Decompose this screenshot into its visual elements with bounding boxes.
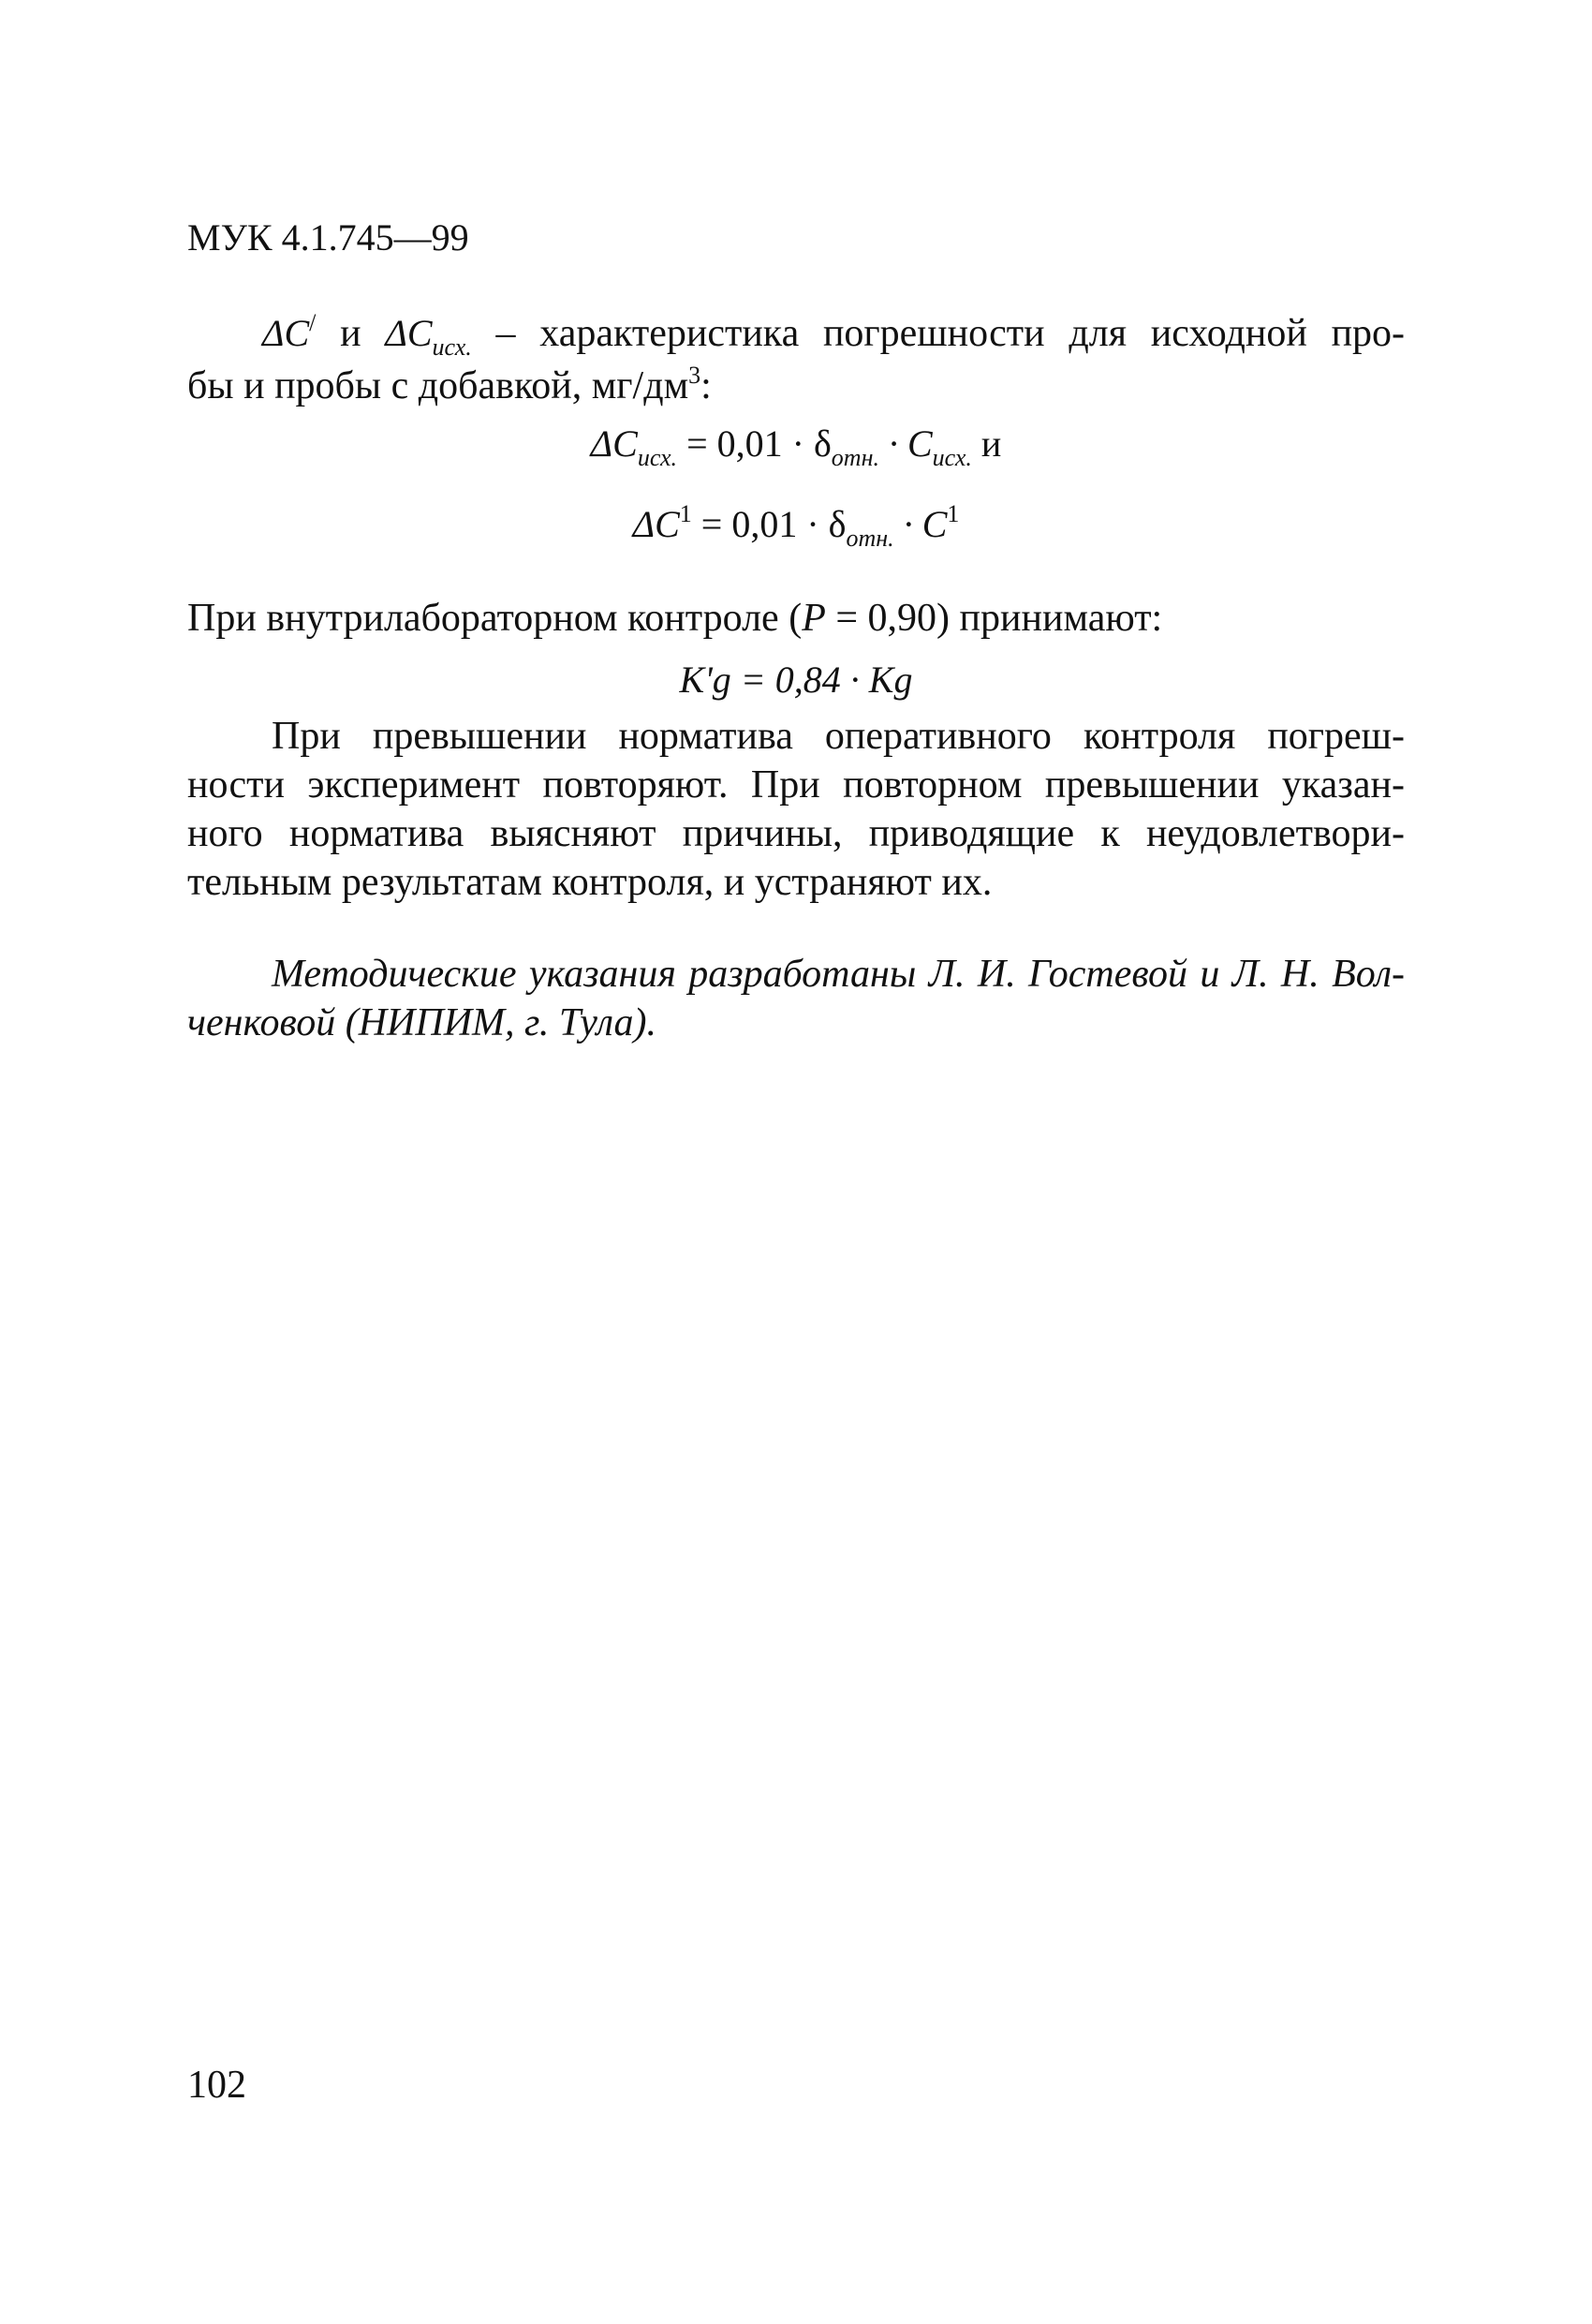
f1-lhs-sub: исх. (637, 444, 678, 471)
control-text-before: При внутрилабораторном контроле ( (187, 597, 803, 640)
symbol-prime: / (309, 309, 317, 336)
formula-delta-c-init (187, 420, 1405, 471)
f2-eq: = 0,01 · δ (691, 503, 847, 545)
units-superscript: 3 (688, 362, 701, 389)
f1-c-sub: исх. (932, 444, 972, 471)
control-p-symbol: P (802, 597, 826, 640)
f1-tail: и (971, 422, 1002, 465)
control-text-after: = 0,90) принимают: (825, 597, 1163, 640)
formula-delta-c1 (187, 500, 1405, 552)
conjunction: и (340, 312, 361, 355)
f2-c: · C (893, 503, 948, 545)
f2-delta-sub: отн. (846, 525, 894, 552)
page-number: 102 (187, 2064, 246, 2107)
control-line (187, 594, 1405, 643)
paragraph-line-3: ного норматива выясняют причины, приводящие к неудовлетвори- (187, 812, 1405, 855)
f1-lhs: ΔC (590, 422, 638, 465)
paragraph-line-2: ности эксперимент повторяют. При повторном превышении указан- (187, 763, 1405, 807)
symbol-delta-c-init: ΔC (385, 312, 433, 354)
f2-lhs-sup: 1 (679, 500, 692, 527)
definition-text: – характеристика погрешности для исходной про- (495, 312, 1406, 355)
f2-c-sup: 1 (947, 500, 960, 527)
symbol-init-sub: исх. (432, 333, 472, 361)
paragraph-line-1: При превышении норматива оперативного контроля погреш- (272, 715, 1405, 758)
paragraph-line-4: тельным результатам контроля, и устраняют их. (187, 861, 993, 904)
definition-line-2 (187, 362, 1405, 410)
symbol-delta-c-prime: ΔC (262, 312, 310, 354)
formula-kg: K'g = 0,84 · Kg (679, 659, 913, 701)
f1-c: · C (878, 422, 933, 465)
f1-eq: = 0,01 · δ (677, 422, 832, 465)
credits-line-2: ченковой (НИПИМ, г. Тула). (187, 1001, 657, 1044)
document-code-header: МУК 4.1.745—99 (187, 216, 469, 259)
definition-colon: : (700, 364, 712, 407)
credits-line-1: Методические указания разработаны Л. И. Гостевой и Л. Н. Вол- (272, 953, 1405, 996)
definition-text-2: бы и пробы с добавкой, мг/дм (187, 364, 689, 407)
definition-line-1 (262, 309, 1406, 361)
f1-delta-sub: отн. (831, 444, 879, 471)
f2-lhs: ΔC (632, 503, 680, 545)
